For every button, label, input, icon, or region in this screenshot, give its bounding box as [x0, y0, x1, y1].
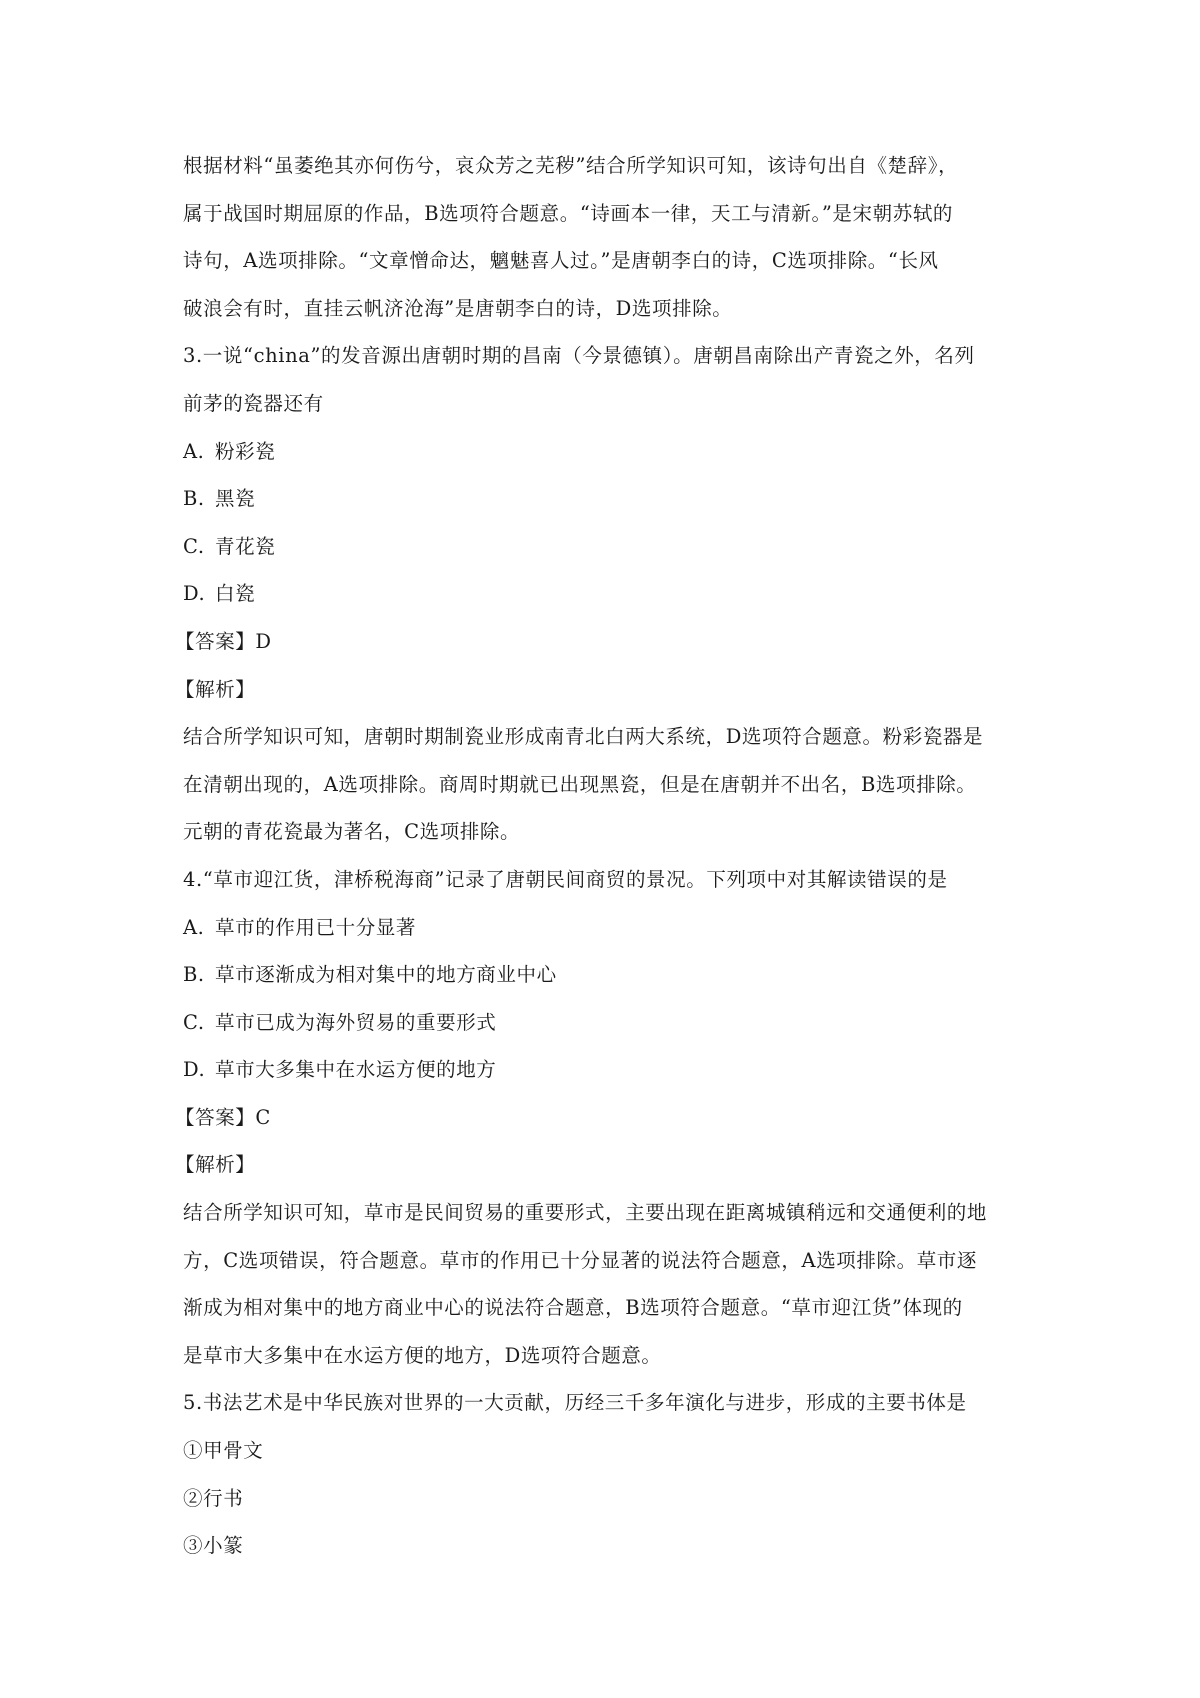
option-text: 草市大多集中在水运方便的地方: [215, 1058, 497, 1082]
analysis-line: 在清朝出现的，A选项排除。商周时期就已出现黑瓷，但是在唐朝并不出名，B选项排除。: [183, 772, 977, 796]
answer-label: 【答案】D: [175, 629, 272, 653]
analysis-line: 元朝的青花瓷最为著名，C选项排除。: [183, 820, 521, 844]
option-d: [183, 570, 1053, 618]
question-stem: 3.一说“china”的发音源出唐朝时期的昌南（今景德镇）。唐朝昌南除出产青瓷之外，名列: [183, 344, 975, 368]
analysis-line: 属于战国时期屈原的作品，B选项符合题意。“诗画本一律，天工与清新。”是宋朝苏轼的: [183, 201, 954, 225]
option-text: 草市的作用已十分显著: [215, 915, 417, 939]
question-stem: 5.书法艺术是中华民族对世界的一大贡献，历经三千多年演化与进步，形成的主要书体是: [183, 1391, 967, 1415]
option-label: D.: [183, 1058, 206, 1082]
option-d: [183, 1046, 1053, 1094]
question-stem: 前茅的瓷器还有: [183, 391, 324, 415]
question-5: [183, 1379, 1053, 1569]
list-item: ③小篆: [183, 1534, 244, 1558]
option-text: 草市已成为海外贸易的重要形式: [215, 1010, 497, 1034]
analysis-line: 渐成为相对集中的地方商业中心的说法符合题意，B选项符合题意。“草市迎江货”体现的: [183, 1296, 963, 1320]
analysis-line: 诗句，A选项排除。“文章憎命达，魑魅喜人过。”是唐朝李白的诗，C选项排除。“长风: [183, 249, 939, 273]
option-label: C.: [183, 534, 205, 558]
option-label: B.: [183, 487, 205, 511]
analysis-line: 是草市大多集中在水运方便的地方，D选项符合题意。: [183, 1343, 662, 1367]
option-label: A.: [183, 915, 205, 939]
analysis-line: 方，C选项错误，符合题意。草市的作用已十分显著的说法符合题意，A选项排除。草市逐: [183, 1248, 978, 1272]
list-item: ①甲骨文: [183, 1439, 264, 1463]
option-text: 草市逐渐成为相对集中的地方商业中心: [215, 963, 557, 987]
question-3: [175, 332, 1053, 856]
analysis-line: 结合所学知识可知，草市是民间贸易的重要形式，主要出现在距离城镇稍远和交通便利的地: [183, 1201, 988, 1225]
option-text: 黑瓷: [215, 487, 256, 511]
analysis-heading: 【解析】: [175, 677, 256, 701]
option-c: [183, 999, 1053, 1047]
analysis-line: 破浪会有时，直挂云帆济沧海”是唐朝李白的诗，D选项排除。: [183, 296, 733, 320]
option-label: B.: [183, 963, 205, 987]
option-text: 粉彩瓷: [215, 439, 276, 463]
question-stem: 4.“草市迎江货，津桥税海商”记录了唐朝民间商贸的景况。下列项中对其解读错误的是: [183, 867, 948, 891]
option-a: [183, 904, 1053, 952]
option-label: C.: [183, 1010, 205, 1034]
option-a: [183, 428, 1053, 476]
answer-label: 【答案】C: [175, 1105, 271, 1129]
question-4: [175, 856, 1053, 1380]
option-b: [183, 951, 1053, 999]
option-c: [183, 523, 1053, 571]
option-label: D.: [183, 582, 206, 606]
document-body: [175, 142, 1053, 1570]
analysis-line: 结合所学知识可知，唐朝时期制瓷业形成南青北白两大系统，D选项符合题意。粉彩瓷器是: [183, 725, 984, 749]
q2-analysis: [183, 142, 1053, 332]
list-item: ②行书: [183, 1486, 244, 1510]
option-label: A.: [183, 439, 205, 463]
option-text: 青花瓷: [215, 534, 276, 558]
option-b: [183, 475, 1053, 523]
option-text: 白瓷: [215, 582, 256, 606]
analysis-heading: 【解析】: [175, 1153, 256, 1177]
analysis-line: 根据材料“虽萎绝其亦何伤兮，哀众芳之芜秽”结合所学知识可知，该诗句出自《楚辞》，: [183, 154, 959, 177]
